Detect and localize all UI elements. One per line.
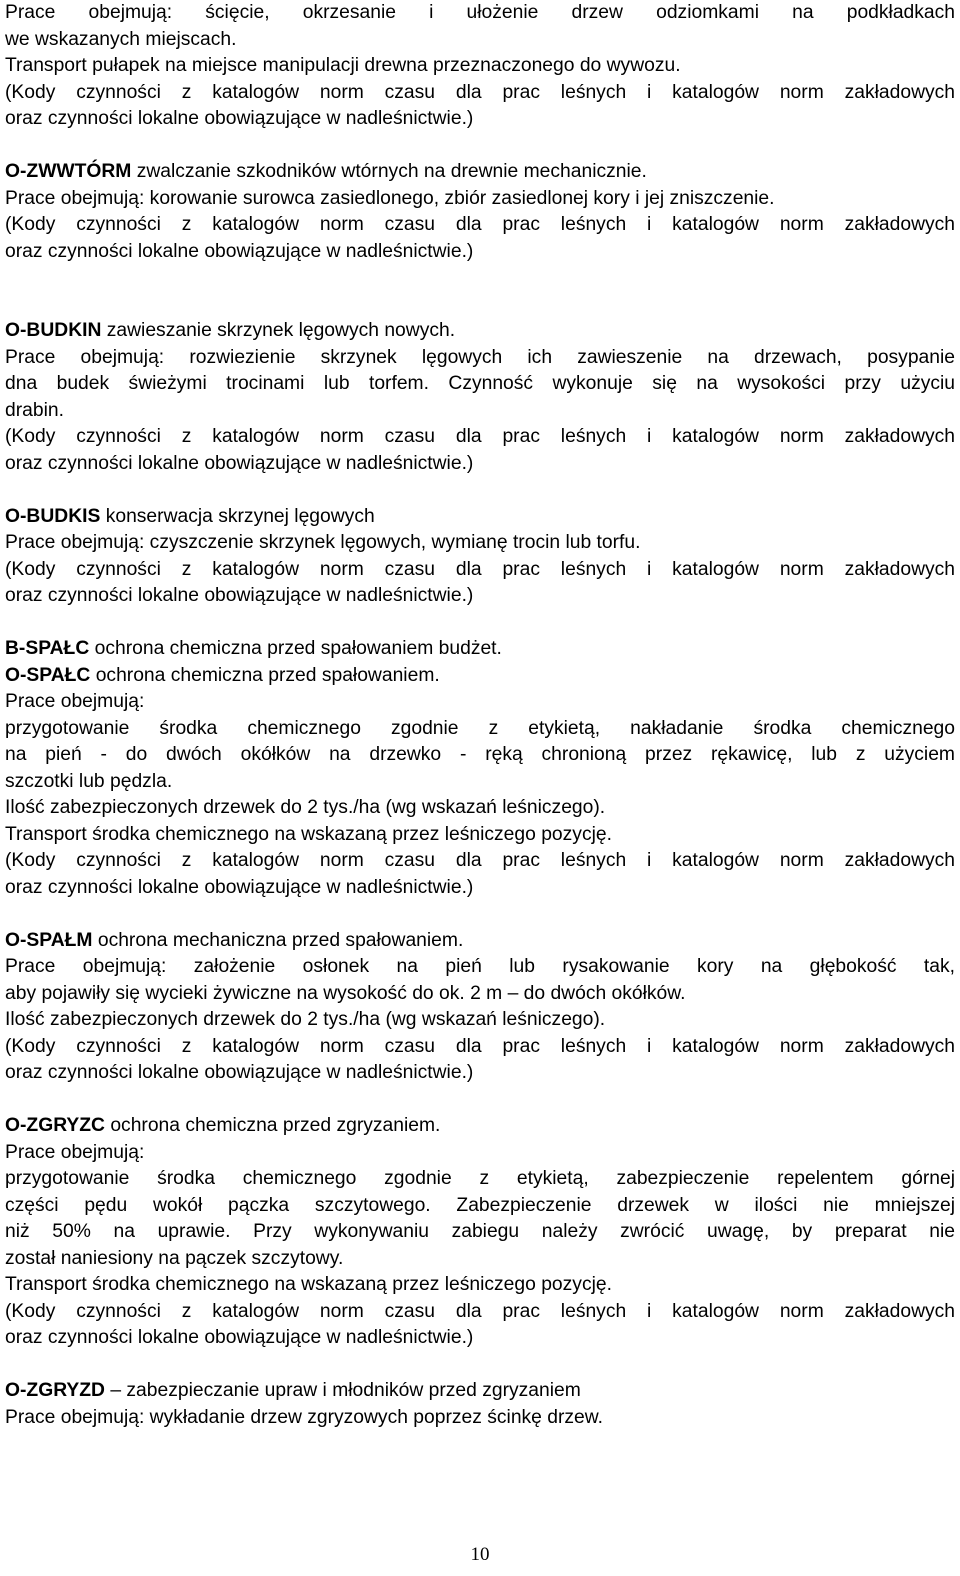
- text-line: Prace obejmują: założenie osłonek na pień lub rysakowanie kory na głębokość tak,: [5, 956, 955, 977]
- text-line: oraz czynności lokalne obowiązujące w nadleśnictwie.): [5, 108, 474, 129]
- section-title: zawieszanie skrzynek lęgowych nowych.: [101, 320, 456, 341]
- text-line: Ilość zabezpieczonych drzewek do 2 tys./ha (wg wskazań leśniczego).: [5, 797, 606, 818]
- text-line: drabin.: [5, 399, 64, 421]
- text-line: Transport środka chemicznego na wskazaną przez leśniczego pozycję.: [5, 1274, 612, 1295]
- section-heading: [5, 318, 955, 345]
- text-line: (Kody czynności z katalogów norm czasu dla prac leśnych i katalogów norm zakładowych: [5, 850, 955, 871]
- text-line: na pień - do dwóch okółków na drzewko - ręką chronioną przez rękawicę, lub z użyciem: [5, 744, 955, 765]
- section-code: O-ZWWTÓRM: [5, 161, 132, 182]
- section-code: B-SPAŁC: [5, 638, 90, 659]
- text-line: (Kody czynności z katalogów norm czasu dla prac leśnych i katalogów norm zakładowych: [5, 214, 955, 235]
- text-line: oraz czynności lokalne obowiązujące w nadleśnictwie.): [5, 452, 474, 474]
- text-line: Ilość zabezpieczonych drzewek do 2 tys./ha (wg wskazań leśniczego).: [5, 1009, 606, 1030]
- text-line: oraz czynności lokalne obowiązujące w nadleśnictwie.): [5, 240, 474, 262]
- section-title: ochrona chemiczna przed spałowaniem.: [90, 664, 440, 686]
- section-code: O-BUDKIS: [5, 505, 101, 527]
- section-heading: [5, 636, 955, 663]
- text-line: Transport pułapek na miejsce manipulacji drewna przeznaczonego do wywozu.: [5, 55, 681, 76]
- section-heading: [5, 504, 955, 531]
- page-number: 10: [470, 1544, 490, 1565]
- section-title: ochrona mechaniczna przed spałowaniem.: [92, 929, 464, 951]
- text-line: Prace obejmują: korowanie surowca zasiedlonego, zbiór zasiedlonej kory i jej zniszczenie.: [5, 187, 775, 209]
- text-line: Prace obejmują:: [5, 1141, 145, 1163]
- text-line: szczotki lub pędzla.: [5, 770, 173, 792]
- text-line: (Kody czynności z katalogów norm czasu dla prac leśnych i katalogów norm zakładowych: [5, 1300, 955, 1322]
- text-line: we wskazanych miejscach.: [5, 28, 237, 50]
- section-heading: [5, 1113, 955, 1140]
- section-title: konserwacja skrzynej lęgowych: [100, 505, 375, 527]
- text-line: Prace obejmują:: [5, 691, 145, 712]
- section-heading: [5, 159, 955, 186]
- text-line: oraz czynności lokalne obowiązujące w nadleśnictwie.): [5, 876, 474, 898]
- text-line: oraz czynności lokalne obowiązujące w nadleśnictwie.): [5, 1327, 474, 1348]
- section-heading: [5, 663, 955, 690]
- text-line: Prace obejmują: czyszczenie skrzynek lęgowych, wymianę trocin lub torfu.: [5, 532, 641, 553]
- section-code: O-SPAŁC: [5, 664, 91, 686]
- text-line: Prace obejmują: ścięcie, okrzesanie i ułożenie drzew odziomkami na podkładkach: [5, 2, 955, 23]
- section-title: – zabezpieczanie upraw i młodników przed zgryzaniem: [104, 1380, 581, 1401]
- text-line: przygotowanie środka chemicznego zgodnie z etykietą, zabezpieczenie repelentem górnej: [5, 1168, 955, 1189]
- text-line: Prace obejmują: wykładanie drzew zgryzowych poprzez ścinkę drzew.: [5, 1406, 603, 1428]
- section-heading: [5, 1378, 955, 1405]
- text-line: (Kody czynności z katalogów norm czasu dla prac leśnych i katalogów norm zakładowych: [5, 81, 955, 103]
- text-line: aby pojawiły się wycieki żywiczne na wysokość do ok. 2 m – do dwóch okółków.: [5, 982, 686, 1004]
- text-line: części pędu wokół pączka szczytowego. Zabezpieczenie drzewek w ilości nie mniejszej: [5, 1194, 955, 1216]
- section-heading: [5, 928, 955, 955]
- text-line: przygotowanie środka chemicznego zgodnie z etykietą, nakładanie środka chemicznego: [5, 717, 955, 739]
- section-title: ochrona chemiczna przed zgryzaniem.: [104, 1115, 441, 1136]
- text-line: oraz czynności lokalne obowiązujące w nadleśnictwie.): [5, 1062, 474, 1083]
- text-line: (Kody czynności z katalogów norm czasu dla prac leśnych i katalogów norm zakładowych: [5, 426, 955, 447]
- text-line: niż 50% na uprawie. Przy wykonywaniu zabiegu należy zwrócić uwagę, by preparat nie: [5, 1221, 955, 1242]
- section-code: O-ZGRYZD: [5, 1380, 105, 1401]
- text-line: (Kody czynności z katalogów norm czasu dla prac leśnych i katalogów norm zakładowych: [5, 1035, 955, 1057]
- text-line: (Kody czynności z katalogów norm czasu dla prac leśnych i katalogów norm zakładowych: [5, 558, 955, 580]
- text-line: oraz czynności lokalne obowiązujące w nadleśnictwie.): [5, 585, 474, 606]
- text-line: Transport środka chemicznego na wskazaną przez leśniczego pozycję.: [5, 823, 612, 845]
- document-body: [5, 0, 955, 1431]
- text-line: dna budek świeżymi trocinami lub torfem. Czynność wykonuje się na wysokości przy użyciu: [5, 373, 955, 394]
- section-code: O-BUDKIN: [5, 320, 102, 341]
- section-code: O-ZGRYZC: [5, 1115, 105, 1136]
- section-code: O-SPAŁM: [5, 929, 93, 951]
- text-line: Prace obejmują: rozwiezienie skrzynek lęgowych ich zawieszenie na drzewach, posypanie: [5, 346, 955, 368]
- section-title: ochrona chemiczna przed spałowaniem budżet.: [89, 638, 502, 659]
- section-title: zwalczanie szkodników wtórnych na drewnie mechanicznie.: [131, 161, 647, 182]
- text-line: został naniesiony na pączek szczytowy.: [5, 1247, 344, 1269]
